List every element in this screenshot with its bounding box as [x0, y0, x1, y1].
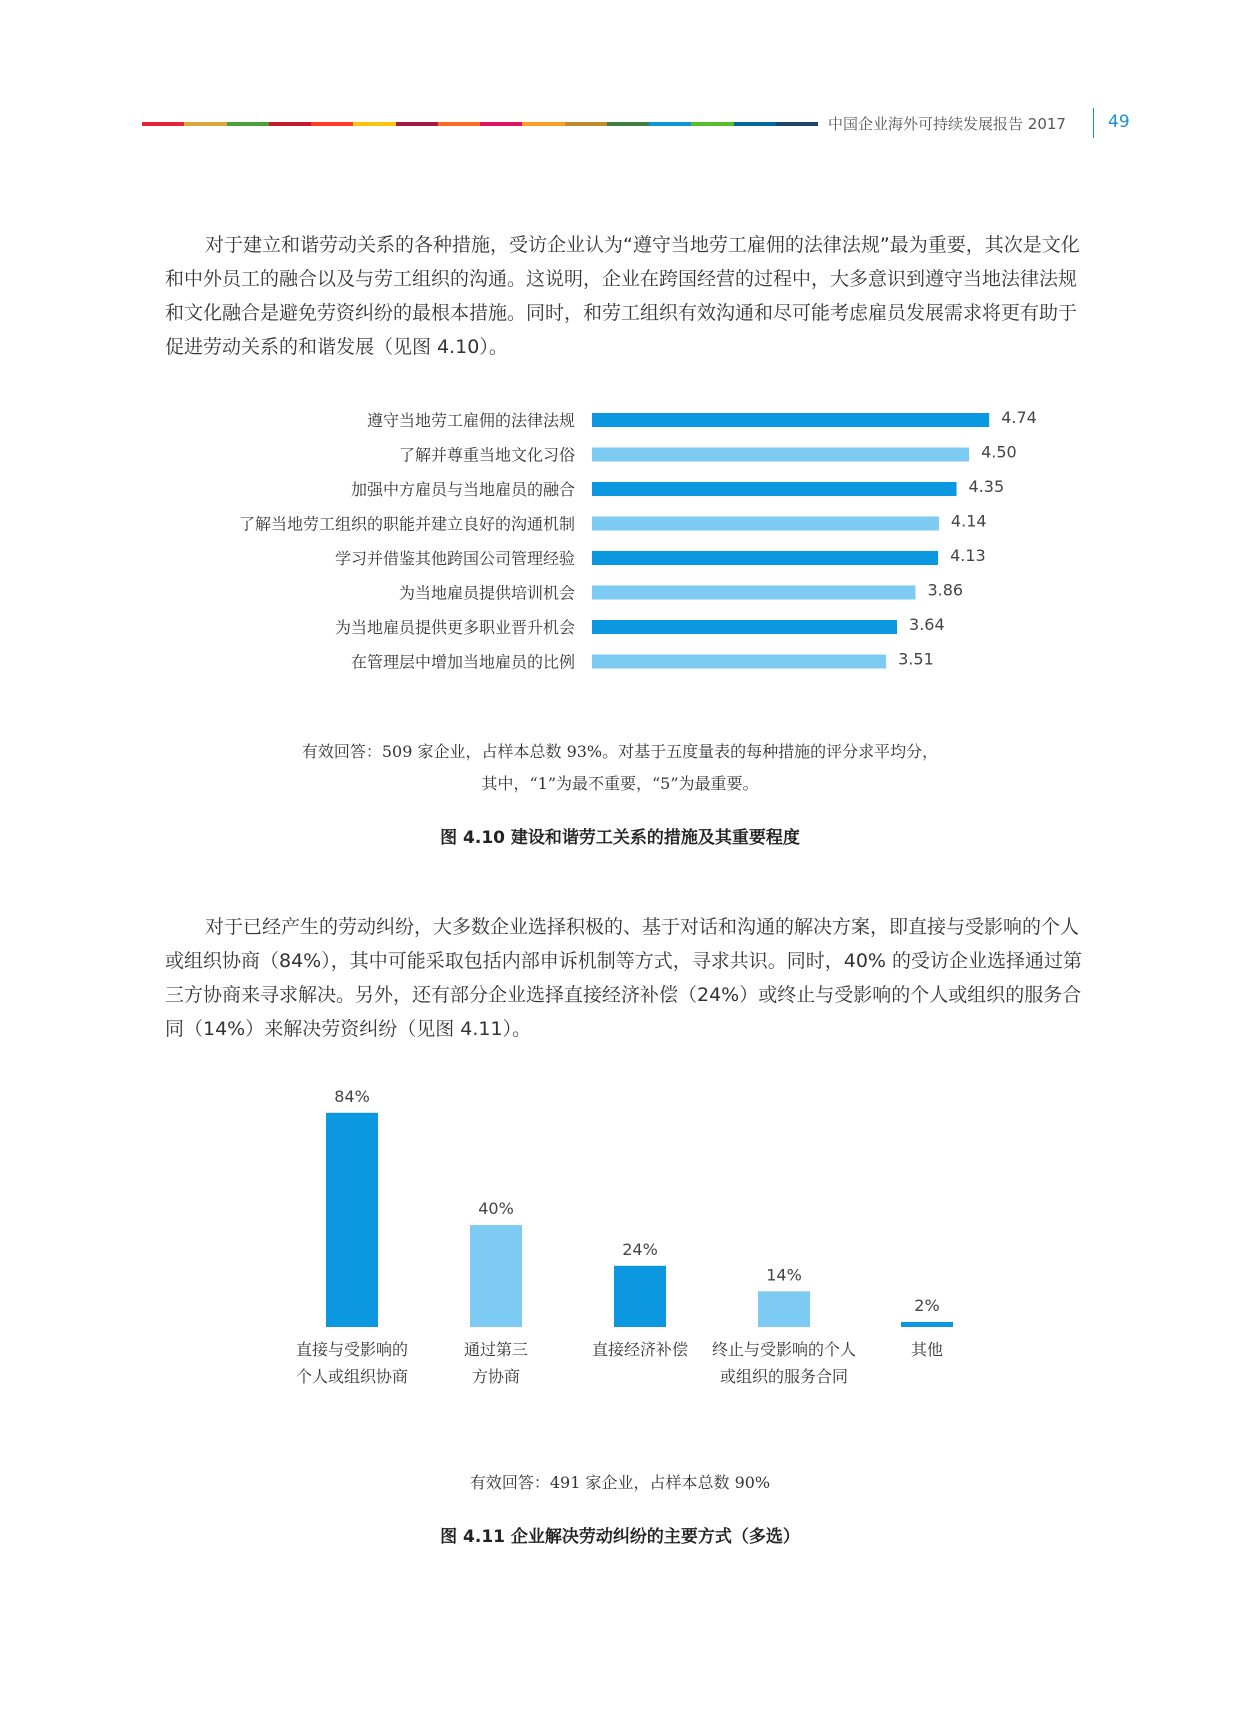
bar — [592, 620, 897, 634]
value-label: 14% — [766, 1265, 802, 1285]
bar — [901, 1322, 953, 1327]
value-label: 40% — [478, 1199, 514, 1218]
value-label: 3.64 — [909, 615, 945, 634]
figure1-note-line1: 有效回答：509 家企业，占样本总数 93%。对基于五度量表的每种措施的评分求平均分， — [301, 742, 939, 761]
value-label: 4.35 — [968, 477, 1005, 496]
category-label: 为当地雇员提供培训机会 — [398, 583, 575, 603]
value-label: 84% — [334, 1086, 370, 1106]
bar — [592, 448, 969, 462]
figure2-note: 有效回答：491 家企业，占样本总数 90% — [469, 1473, 771, 1492]
category-label: 了解并尊重当地文化习俗 — [398, 445, 575, 465]
body-paragraph-1: 对于建立和谐劳动关系的各种措施，受访企业认为“遵守当地劳工雇佣的法律法规”最为重要，其次是文化和中外员工的融合以及与劳工组织的沟通。这说明，企业在跨国经营的过程中，大多意识到遵守当地法律法规和文化融合是避免劳资纠纷的最根本措施。同时，和劳工组织有效沟通和尽可能考虑雇员发展需求将更有助于促进劳动关系的和谐发展（见图 4.10）。 — [165, 234, 1080, 358]
bar — [592, 586, 915, 600]
bar — [592, 482, 957, 496]
value-label: 4.14 — [950, 511, 987, 531]
category-label: 了解当地劳工组织的职能并建立良好的沟通机制 — [238, 514, 575, 534]
bar — [592, 551, 938, 565]
value-label: 3.86 — [927, 580, 964, 600]
category-label: 其他 — [910, 1340, 944, 1359]
figure1-caption: 图 4.10 建设和谐劳工关系的措施及其重要程度 — [440, 828, 800, 848]
category-label: 直接经济补偿 — [591, 1340, 689, 1359]
body-paragraph-2: 对于已经产生的劳动纠纷，大多数企业选择积极的、基于对话和沟通的解决方案，即直接与受影响的个人或组织协商（84%），其中可能采取包括内部申诉机制等方式，寻求共识。同时，40% 的受访企业选择通过第三方协商来寻求解决。另外，还有部分企业选择直接经济补偿（24%）或终止与受影响的个人或组织的服务合同（14%）来解决劳资纠纷（见图 4.11）。 — [165, 916, 1083, 1040]
figure1-note-line2: 其中，“1”为最不重要，“5”为最重要。 — [481, 774, 759, 793]
bar — [592, 413, 989, 427]
category-label: 方协商 — [471, 1367, 521, 1386]
value-label: 2% — [914, 1295, 940, 1315]
category-label: 为当地雇员提供更多职业晋升机会 — [334, 618, 575, 637]
bar — [470, 1225, 522, 1327]
chart-measures-importance — [0, 0, 1240, 700]
category-label: 学习并借鉴其他跨国公司管理经验 — [334, 549, 575, 568]
bar — [592, 517, 939, 531]
value-label: 24% — [622, 1239, 658, 1259]
category-label: 或组织的服务合同 — [719, 1367, 849, 1386]
page-number: 49 — [1108, 112, 1130, 132]
figure1-note — [150, 736, 1090, 800]
bar — [592, 655, 886, 669]
bar — [326, 1113, 378, 1327]
category-label: 直接与受影响的 — [295, 1340, 409, 1359]
category-label: 个人或组织协商 — [295, 1367, 409, 1386]
category-label: 在管理层中增加当地雇员的比例 — [350, 652, 575, 672]
value-label: 4.74 — [1001, 408, 1037, 427]
bar — [758, 1291, 810, 1327]
category-label: 通过第三 — [463, 1340, 529, 1359]
value-label: 3.51 — [898, 649, 934, 669]
bar — [614, 1266, 666, 1327]
category-label: 遵守当地劳工雇佣的法律法规 — [366, 411, 575, 430]
value-label: 4.13 — [950, 546, 986, 565]
figure2-caption: 图 4.11 企业解决劳动纠纷的主要方式（多选） — [440, 1527, 800, 1547]
category-label: 加强中方雇员与当地雇员的融合 — [350, 480, 575, 499]
value-label: 4.50 — [981, 442, 1017, 462]
report-title: 中国企业海外可持续发展报告 2017 — [828, 115, 1066, 133]
category-label: 终止与受影响的个人 — [711, 1340, 857, 1359]
